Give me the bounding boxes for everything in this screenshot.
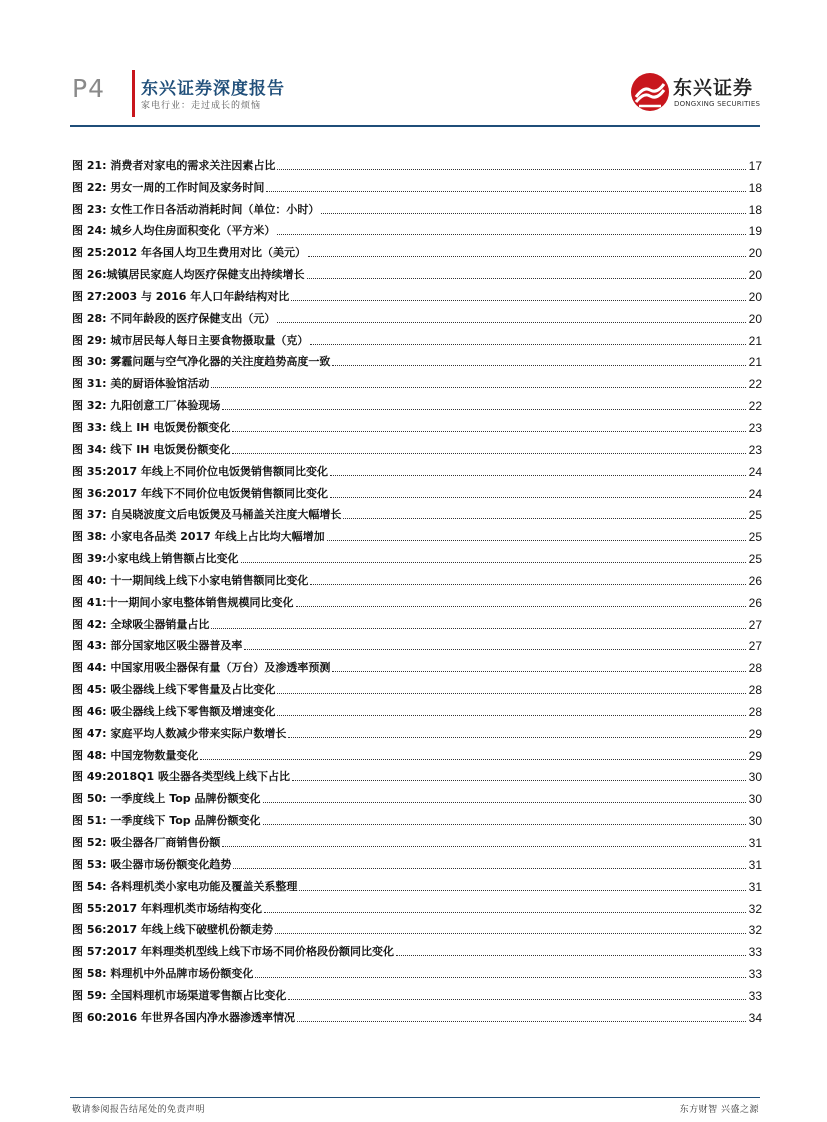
toc-entry-page: 28	[748, 704, 762, 719]
toc-entry-page: 18	[748, 180, 762, 195]
toc-entry-page: 20	[748, 268, 762, 283]
toc-entry-label: 图 25:2012 年各国人均卫生费用对比（美元）	[72, 246, 306, 260]
toc-entry-page: 25	[748, 552, 762, 567]
toc-dot-leader	[332, 364, 745, 366]
toc-entry-label: 图 30: 雾霾问题与空气净化器的关注度趋势高度一致	[72, 355, 331, 369]
toc-entry[interactable]	[72, 632, 762, 654]
toc-entry-page: 20	[748, 311, 762, 326]
toc-entry-label: 图 38: 小家电各品类 2017 年线上占比均大幅增加	[72, 530, 325, 544]
toc-dot-leader	[222, 408, 745, 410]
toc-entry-page: 32	[748, 901, 762, 916]
toc-entry-page: 25	[748, 508, 762, 523]
toc-dot-leader	[330, 496, 746, 498]
toc-entry-page: 22	[748, 399, 762, 414]
toc-entry-label: 图 53: 吸尘器市场份额变化趋势	[72, 857, 232, 871]
toc-dot-leader	[211, 386, 745, 388]
toc-dot-leader	[310, 343, 745, 345]
toc-dot-leader	[266, 190, 745, 192]
toc-entry-page: 31	[748, 857, 762, 872]
toc-dot-leader	[288, 736, 745, 738]
toc-entry-page: 26	[748, 573, 762, 588]
toc-entry[interactable]	[72, 457, 762, 479]
toc-entry-label: 图 34: 线下 IH 电饭煲份额变化	[72, 442, 231, 456]
toc-entry-page: 30	[748, 770, 762, 785]
toc-entry-page: 21	[748, 355, 762, 370]
toc-entry[interactable]	[72, 894, 762, 916]
company-logo-icon	[630, 72, 670, 112]
toc-entry-page: 22	[748, 377, 762, 392]
toc-entry-label: 图 44: 中国家用吸尘器保有量（万台）及渗透率预测	[72, 661, 331, 675]
toc-entry[interactable]	[72, 784, 762, 806]
toc-dot-leader	[222, 845, 745, 847]
toc-entry-label: 图 41:十一期间小家电整体销售规模同比变化	[72, 595, 294, 609]
toc-entry[interactable]	[72, 697, 762, 719]
toc-dot-leader	[332, 670, 745, 672]
page-number: P4	[72, 74, 105, 103]
toc-entry-label: 图 21: 消费者对家电的需求关注因素占比	[72, 158, 276, 172]
toc-entry-label: 图 55:2017 年料理机类市场结构变化	[72, 901, 262, 915]
toc-entry-page: 28	[748, 683, 762, 698]
toc-dot-leader	[310, 583, 745, 585]
toc-dot-leader	[263, 823, 746, 825]
toc-dot-leader	[211, 627, 745, 629]
toc-entry-page: 29	[748, 748, 762, 763]
toc-entry-page: 29	[748, 726, 762, 741]
toc-entry-page: 30	[748, 792, 762, 807]
toc-entry-label: 图 28: 不同年龄段的医疗保健支出（元）	[72, 311, 276, 325]
toc-entry[interactable]	[72, 916, 762, 938]
toc-entry-page: 26	[748, 595, 762, 610]
footer-slogan: 东方财智 兴盛之源	[679, 1105, 759, 1115]
toc-entry[interactable]	[72, 173, 762, 195]
toc-dot-leader	[288, 998, 745, 1000]
toc-dot-leader	[277, 692, 745, 694]
toc-entry-label: 图 54: 各料理机类小家电功能及覆盖关系整理	[72, 879, 298, 893]
toc-entry-label: 图 49:2018Q1 吸尘器各类型线上线下占比	[72, 770, 290, 784]
logo-english-name: DONGXING SECURITIES	[674, 100, 761, 108]
toc-entry-page: 28	[748, 661, 762, 676]
toc-entry-label: 图 46: 吸尘器线上线下零售额及增速变化	[72, 704, 276, 718]
toc-dot-leader	[291, 299, 745, 301]
toc-entry-page: 30	[748, 814, 762, 829]
toc-entry-page: 33	[748, 945, 762, 960]
toc-entry-label: 图 32: 九阳创意工厂体验现场	[72, 399, 221, 413]
footer-disclaimer: 敬请参阅报告结尾处的免责声明	[72, 1105, 206, 1115]
toc-entry-page: 32	[748, 923, 762, 938]
toc-entry[interactable]	[72, 675, 762, 697]
report-subtitle: 家电行业：走过成长的烦恼	[141, 101, 262, 111]
toc-dot-leader	[330, 474, 746, 476]
toc-dot-leader	[299, 889, 745, 891]
toc-entry[interactable]	[72, 522, 762, 544]
toc-entry[interactable]	[72, 981, 762, 1003]
toc-entry[interactable]	[72, 326, 762, 348]
toc-entry[interactable]	[72, 304, 762, 326]
toc-entry-page: 23	[748, 420, 762, 435]
toc-entry[interactable]	[72, 195, 762, 217]
toc-entry-label: 图 29: 城市居民每人每日主要食物摄取量（克）	[72, 333, 309, 347]
toc-entry[interactable]	[72, 501, 762, 523]
toc-dot-leader	[297, 1020, 746, 1022]
toc-entry-label: 图 60:2016 年世界各国内净水器渗透率情况	[72, 1010, 295, 1024]
report-title: 东兴证券深度报告	[141, 79, 285, 99]
toc-entry[interactable]	[72, 653, 762, 675]
toc-dot-leader	[263, 801, 746, 803]
toc-entry-label: 图 47: 家庭平均人数减少带来实际户数增长	[72, 726, 287, 740]
toc-entry-label: 图 45: 吸尘器线上线下零售量及占比变化	[72, 683, 276, 697]
toc-entry-page: 17	[748, 158, 762, 173]
toc-entry-label: 图 48: 中国宠物数量变化	[72, 748, 199, 762]
toc-entry-page: 19	[748, 224, 762, 239]
toc-entry-label: 图 42: 全球吸尘器销量占比	[72, 617, 210, 631]
toc-entry-label: 图 51: 一季度线下 Top 品牌份额变化	[72, 814, 261, 828]
toc-entry[interactable]	[72, 151, 762, 173]
toc-entry[interactable]	[72, 391, 762, 413]
company-logo	[630, 70, 762, 116]
toc-dot-leader	[241, 561, 746, 563]
toc-dot-leader	[396, 954, 746, 956]
toc-entry[interactable]	[72, 238, 762, 260]
toc-dot-leader	[244, 648, 745, 650]
toc-entry[interactable]	[72, 260, 762, 282]
toc-entry-page: 24	[748, 486, 762, 501]
toc-dot-leader	[292, 779, 746, 781]
toc-entry-page: 34	[748, 1010, 762, 1025]
toc-dot-leader	[321, 212, 745, 214]
toc-dot-leader	[296, 605, 746, 607]
toc-entry-label: 图 35:2017 年线上不同价位电饭煲销售额同比变化	[72, 464, 328, 478]
footer-divider	[70, 1097, 760, 1098]
toc-entry[interactable]	[72, 872, 762, 894]
toc-dot-leader	[255, 976, 745, 978]
toc-dot-leader	[308, 255, 746, 257]
toc-dot-leader	[307, 277, 746, 279]
toc-entry-page: 20	[748, 289, 762, 304]
toc-entry[interactable]	[72, 806, 762, 828]
toc-dot-leader	[277, 714, 745, 716]
toc-entry-page: 24	[748, 464, 762, 479]
toc-dot-leader	[233, 867, 745, 869]
toc-entry-label: 图 27:2003 与 2016 年人口年龄结构对比	[72, 289, 290, 303]
toc-entry-label: 图 37: 自吴晓波度文后电饭煲及马桶盖关注度大幅增长	[72, 508, 342, 522]
toc-entry[interactable]	[72, 719, 762, 741]
figure-index-list	[72, 151, 762, 1025]
toc-entry-label: 图 26:城镇居民家庭人均医疗保健支出持续增长	[72, 268, 305, 282]
toc-dot-leader	[343, 517, 745, 519]
toc-entry[interactable]	[72, 588, 762, 610]
toc-dot-leader	[232, 430, 745, 432]
toc-entry-label: 图 50: 一季度线上 Top 品牌份额变化	[72, 792, 261, 806]
toc-dot-leader	[277, 233, 745, 235]
toc-entry-page: 21	[748, 333, 762, 348]
toc-entry[interactable]	[72, 828, 762, 850]
toc-dot-leader	[200, 758, 745, 760]
toc-entry-label: 图 33: 线上 IH 电饭煲份额变化	[72, 420, 231, 434]
toc-entry-page: 27	[748, 639, 762, 654]
toc-entry-label: 图 43: 部分国家地区吸尘器普及率	[72, 639, 243, 653]
toc-entry-label: 图 56:2017 年线上线下破壁机份额走势	[72, 923, 273, 937]
toc-entry-label: 图 24: 城乡人均住房面积变化（平方米）	[72, 224, 276, 238]
toc-entry[interactable]	[72, 763, 762, 785]
toc-entry[interactable]	[72, 1003, 762, 1025]
toc-entry[interactable]	[72, 282, 762, 304]
toc-entry-label: 图 57:2017 年料理类机型线上线下市场不同价格段份额同比变化	[72, 945, 394, 959]
toc-entry-page: 27	[748, 617, 762, 632]
toc-entry-label: 图 59: 全国料理机市场渠道零售额占比变化	[72, 988, 287, 1002]
toc-entry-page: 33	[748, 988, 762, 1003]
toc-entry-page: 20	[748, 246, 762, 261]
toc-entry[interactable]	[72, 369, 762, 391]
toc-entry-label: 图 36:2017 年线下不同价位电饭煲销售额同比变化	[72, 486, 328, 500]
toc-entry[interactable]	[72, 741, 762, 763]
toc-entry-page: 31	[748, 836, 762, 850]
toc-entry[interactable]	[72, 413, 762, 435]
header-divider	[70, 125, 760, 127]
toc-entry-label: 图 39:小家电线上销售额占比变化	[72, 552, 239, 566]
toc-entry-label: 图 52: 吸尘器各厂商销售份额	[72, 836, 221, 849]
toc-entry-page: 18	[748, 202, 762, 217]
toc-entry[interactable]	[72, 544, 762, 566]
toc-dot-leader	[264, 911, 746, 913]
toc-entry-label: 图 58: 料理机中外品牌市场份额变化	[72, 967, 254, 981]
toc-dot-leader	[275, 932, 746, 934]
toc-entry[interactable]	[72, 610, 762, 632]
toc-entry-label: 图 31: 美的厨语体验馆活动	[72, 377, 210, 391]
toc-entry-label: 图 23: 女性工作日各活动消耗时间（单位：小时）	[72, 202, 320, 216]
toc-entry-page: 25	[748, 530, 762, 545]
toc-entry[interactable]	[72, 348, 762, 370]
toc-entry[interactable]	[72, 479, 762, 501]
toc-entry[interactable]	[72, 217, 762, 239]
logo-chinese-name: 东兴证券	[673, 77, 754, 99]
header-accent-bar	[132, 70, 135, 117]
toc-entry-label: 图 40: 十一期间线上线下小家电销售额同比变化	[72, 573, 309, 587]
toc-entry-page: 31	[748, 879, 762, 894]
toc-entry-label: 图 22: 男女一周的工作时间及家务时间	[72, 180, 265, 194]
toc-dot-leader	[232, 452, 745, 454]
toc-entry[interactable]	[72, 937, 762, 959]
toc-dot-leader	[277, 321, 745, 323]
toc-entry[interactable]	[72, 566, 762, 588]
toc-entry[interactable]	[72, 959, 762, 981]
toc-entry-page: 33	[748, 967, 762, 982]
toc-entry-page: 23	[748, 442, 762, 457]
toc-entry[interactable]	[72, 435, 762, 457]
toc-dot-leader	[277, 168, 745, 170]
toc-dot-leader	[327, 539, 746, 541]
toc-entry[interactable]	[72, 850, 762, 872]
